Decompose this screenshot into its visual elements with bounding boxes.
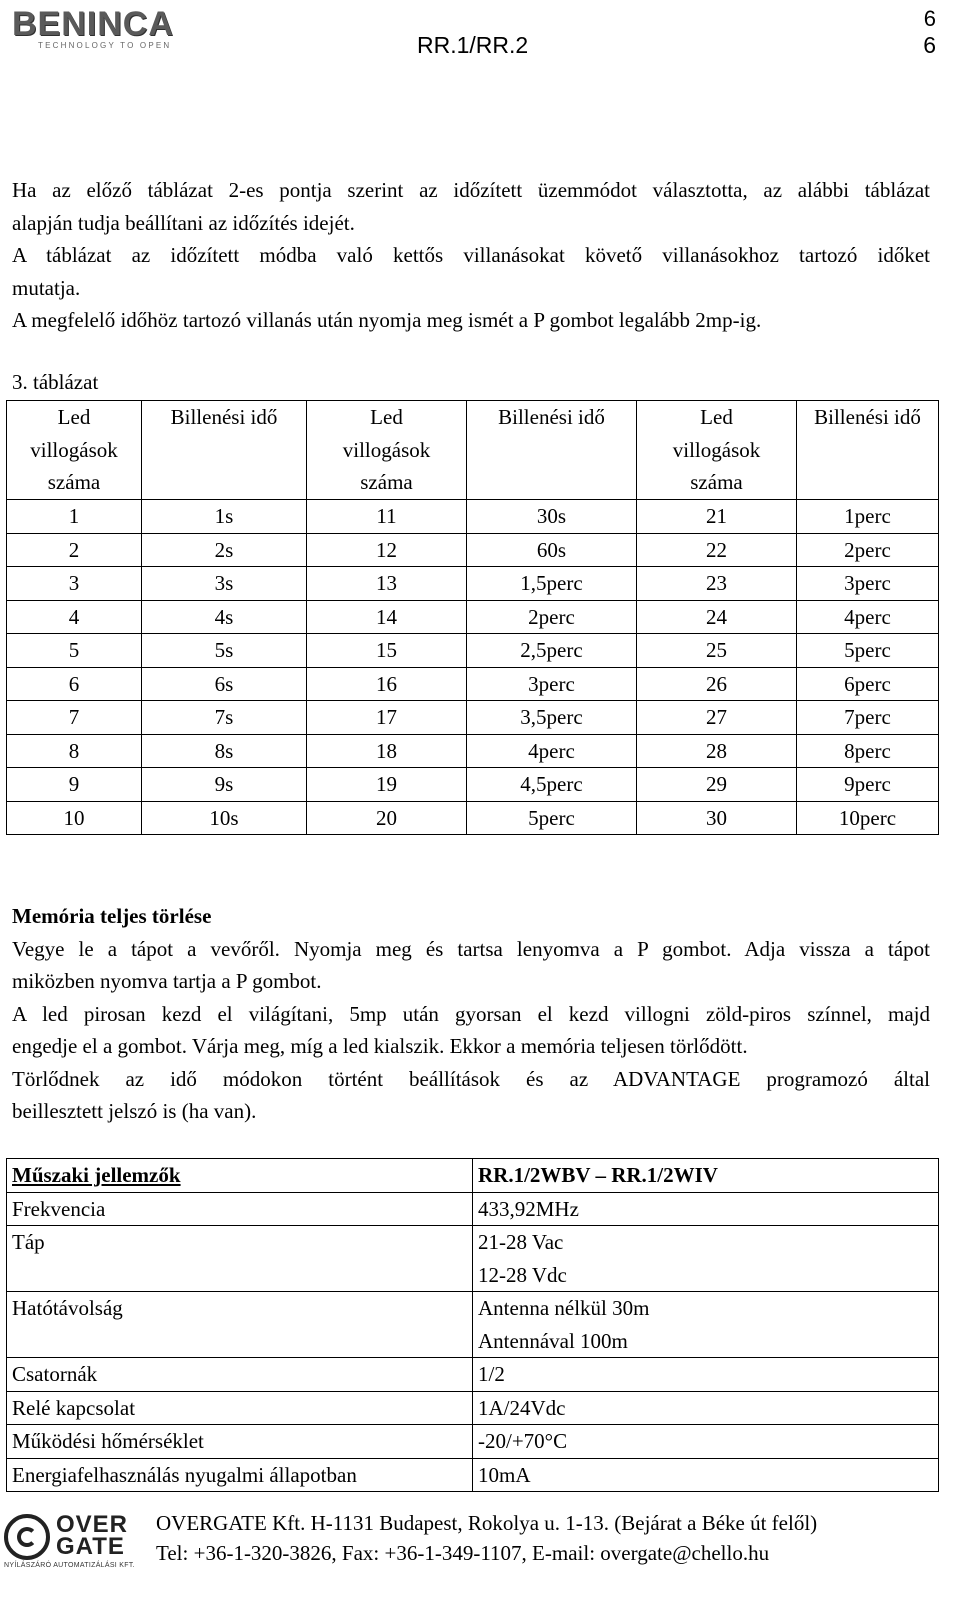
header-line: villogások	[342, 437, 431, 462]
table-cell: 1perc	[797, 500, 939, 534]
table-cell: 9	[7, 768, 142, 802]
spec-row	[7, 1226, 939, 1292]
header-tilt-time	[797, 401, 939, 500]
table-cell: 21	[637, 500, 797, 534]
table-cell: 6s	[142, 667, 307, 701]
table-cell: 9perc	[797, 768, 939, 802]
table-cell: 6perc	[797, 667, 939, 701]
logo-line: OVER	[56, 1511, 129, 1538]
table-cell: 19	[307, 768, 467, 802]
spec-row	[7, 1458, 939, 1492]
table-cell: 10perc	[797, 801, 939, 835]
memory-line: Vegye le a tápot a vevőről. Nyomja meg és tartsa lenyomva a P gombot. Adja vissza a tápot	[12, 936, 930, 961]
model-names: RR.1/2WBV – RR.1/2WIV	[478, 1163, 718, 1187]
table-cell: 4,5perc	[467, 768, 637, 802]
table-cell: 5	[7, 634, 142, 668]
logo-wordmark: BENINCA	[12, 5, 174, 43]
timing-table	[6, 400, 939, 835]
table-cell: 3perc	[467, 667, 637, 701]
table-cell: 9s	[142, 768, 307, 802]
memory-line: beillesztett jelszó is (ha van).	[12, 1099, 257, 1123]
table-cell: 11	[307, 500, 467, 534]
table-cell: 1	[7, 500, 142, 534]
header-line: Billenési idő	[814, 405, 921, 429]
spec-row	[7, 1192, 939, 1226]
table-cell: 2s	[142, 533, 307, 567]
spec-label: Csatornák	[7, 1358, 473, 1392]
table-cell: 60s	[467, 533, 637, 567]
table-cell: 28	[637, 734, 797, 768]
memory-line: miközben nyomva tartja a P gombot.	[12, 969, 322, 993]
table-cell: 3	[7, 567, 142, 601]
spec-label: Hatótávolság	[7, 1292, 473, 1358]
table-cell: 8perc	[797, 734, 939, 768]
table-cell: 4perc	[467, 734, 637, 768]
table-header-row	[7, 401, 939, 500]
header-line: Billenési idő	[498, 405, 605, 429]
intro-paragraph	[12, 174, 930, 337]
table-cell: 29	[637, 768, 797, 802]
overgate-logo	[4, 1511, 135, 1596]
spec-row	[7, 1391, 939, 1425]
section-heading: Memória teljes törlése	[12, 904, 212, 928]
table-cell: 14	[307, 600, 467, 634]
footer-contact-info: Tel: +36-1-320-3826, Fax: +36-1-349-1107, E-mail: overgate@chello.hu	[156, 1541, 770, 1565]
table-cell: 5s	[142, 634, 307, 668]
header-line: száma	[690, 470, 743, 494]
table-cell: 7s	[142, 701, 307, 735]
table-row	[7, 634, 939, 668]
page-number: 6	[923, 32, 936, 58]
table-cell: 10s	[142, 801, 307, 835]
document-title: RR.1/RR.2	[417, 32, 529, 58]
table-cell: 24	[637, 600, 797, 634]
spec-label: Frekvencia	[7, 1192, 473, 1226]
table-cell: 7perc	[797, 701, 939, 735]
specs-header-value	[473, 1159, 939, 1193]
beninca-logo	[12, 5, 174, 50]
table-cell: 30	[637, 801, 797, 835]
table-cell: 27	[637, 701, 797, 735]
table-row	[7, 600, 939, 634]
header-tilt-time	[142, 401, 307, 500]
table-cell: 26	[637, 667, 797, 701]
header-line: száma	[47, 470, 101, 494]
table-row	[7, 701, 939, 735]
table-row	[7, 768, 939, 802]
table-cell: 3,5perc	[467, 701, 637, 735]
table-caption: 3. táblázat	[12, 370, 99, 394]
header-tilt-time	[467, 401, 637, 500]
spec-value-line: 1A/24Vdc	[478, 1395, 566, 1420]
specs-header-label	[7, 1159, 473, 1193]
table-row	[7, 500, 939, 534]
table-cell: 7	[7, 701, 142, 735]
specs-header-row	[7, 1159, 939, 1193]
footer-contact	[156, 1508, 817, 1568]
spec-label: Energiafelhasználás nyugalmi állapotban	[7, 1458, 473, 1492]
spec-value-line: -20/+70°C	[478, 1429, 568, 1453]
memory-line: Törlődnek az idő módokon történt beállítások és az ADVANTAGE programozó által	[12, 1066, 930, 1091]
memory-line: A led pirosan kezd el világítani, 5mp után gyorsan el kezd villogni zöld-piros színnel, majd	[12, 1001, 930, 1026]
header-line: Led	[700, 405, 733, 429]
table-cell: 12	[307, 533, 467, 567]
header-line: Billenési idő	[170, 405, 278, 429]
memory-reset-section	[12, 900, 930, 1128]
table-cell: 2perc	[467, 600, 637, 634]
specs-table	[6, 1158, 939, 1492]
header-line: Led	[57, 405, 91, 429]
overgate-emblem-icon	[4, 1514, 50, 1560]
page-number-top: 6	[923, 6, 936, 31]
spec-value	[473, 1292, 939, 1358]
spec-row	[7, 1292, 939, 1358]
intro-line: alapján tudja beállítani az időzítés idejét.	[12, 210, 355, 235]
table-cell: 8	[7, 734, 142, 768]
overgate-wordmark	[56, 1511, 129, 1560]
spec-value	[473, 1192, 939, 1226]
header-led-count	[7, 401, 142, 500]
table-cell: 10	[7, 801, 142, 835]
spec-row	[7, 1358, 939, 1392]
table-cell: 23	[637, 567, 797, 601]
header-line: villogások	[672, 437, 761, 462]
table-cell: 20	[307, 801, 467, 835]
table-cell: 4perc	[797, 600, 939, 634]
header-line: száma	[360, 470, 413, 494]
table-cell: 4s	[142, 600, 307, 634]
spec-value-line: 1/2	[478, 1362, 505, 1386]
spec-label: Működési hőmérséklet	[7, 1425, 473, 1459]
header-line: villogások	[30, 437, 118, 462]
table-cell: 2	[7, 533, 142, 567]
table-cell: 3perc	[797, 567, 939, 601]
spec-value-line: Antenna nélkül 30m	[478, 1296, 650, 1320]
table-cell: 15	[307, 634, 467, 668]
table-row	[7, 567, 939, 601]
table-cell: 1,5perc	[467, 567, 637, 601]
table-cell: 2perc	[797, 533, 939, 567]
intro-line: mutatja.	[12, 275, 81, 300]
table-cell: 8s	[142, 734, 307, 768]
spec-value-line: 10mA	[478, 1462, 531, 1487]
spec-value-line: 21-28 Vac	[478, 1230, 564, 1254]
spec-label: Táp	[7, 1226, 473, 1292]
spec-label: Relé kapcsolat	[7, 1391, 473, 1425]
table-cell: 22	[637, 533, 797, 567]
table-cell: 18	[307, 734, 467, 768]
table-row	[7, 533, 939, 567]
table-row	[7, 667, 939, 701]
table-row	[7, 734, 939, 768]
spec-value	[473, 1458, 939, 1492]
table-cell: 25	[637, 634, 797, 668]
specs-heading: Műszaki jellemzők	[12, 1163, 181, 1187]
header-line: Led	[370, 405, 403, 429]
spec-row	[7, 1425, 939, 1459]
table-cell: 6	[7, 667, 142, 701]
spec-value	[473, 1391, 939, 1425]
logo-tagline: TECHNOLOGY TO OPEN	[38, 41, 172, 50]
intro-line: Ha az előző táblázat 2-es pontja szerint az időzített üzemmódot választotta, az alábbi táblázat	[12, 178, 930, 202]
table-cell: 16	[307, 667, 467, 701]
spec-value-line: Antennával 100m	[478, 1328, 628, 1353]
table-cell: 2,5perc	[467, 634, 637, 668]
spec-value	[473, 1226, 939, 1292]
header-led-count	[307, 401, 467, 500]
logo-line: GATE	[56, 1533, 125, 1560]
overgate-tagline: NYÍLÁSZÁRÓ AUTOMATIZÁLÁSI KFT.	[4, 1562, 135, 1569]
memory-line: engedje el a gombot. Várja meg, míg a led kialszik. Ekkor a memória teljesen törlődött.	[12, 1034, 748, 1058]
header-led-count	[637, 401, 797, 500]
spec-value-line: 12-28 Vdc	[478, 1262, 567, 1287]
spec-value	[473, 1358, 939, 1392]
intro-line: A táblázat az időzített módba való kettős villanásokat követő villanásokhoz tartozó időket	[12, 243, 930, 267]
table-cell: 3s	[142, 567, 307, 601]
table-row	[7, 801, 939, 835]
table-cell: 30s	[467, 500, 637, 534]
footer-address: OVERGATE Kft. H-1131 Budapest, Rokolya u. 1-13. (Bejárat a Béke út felől)	[156, 1511, 818, 1535]
spec-value	[473, 1425, 939, 1459]
intro-line: A megfelelő időhöz tartozó villanás után nyomja meg ismét a P gombot legalább 2mp-ig.	[12, 308, 762, 332]
table-cell: 17	[307, 701, 467, 735]
table-cell: 1s	[142, 500, 307, 534]
table-cell: 4	[7, 600, 142, 634]
table-cell: 13	[307, 567, 467, 601]
table-cell: 5perc	[467, 801, 637, 835]
table-cell: 5perc	[797, 634, 939, 668]
spec-value-line: 433,92MHz	[478, 1196, 579, 1221]
